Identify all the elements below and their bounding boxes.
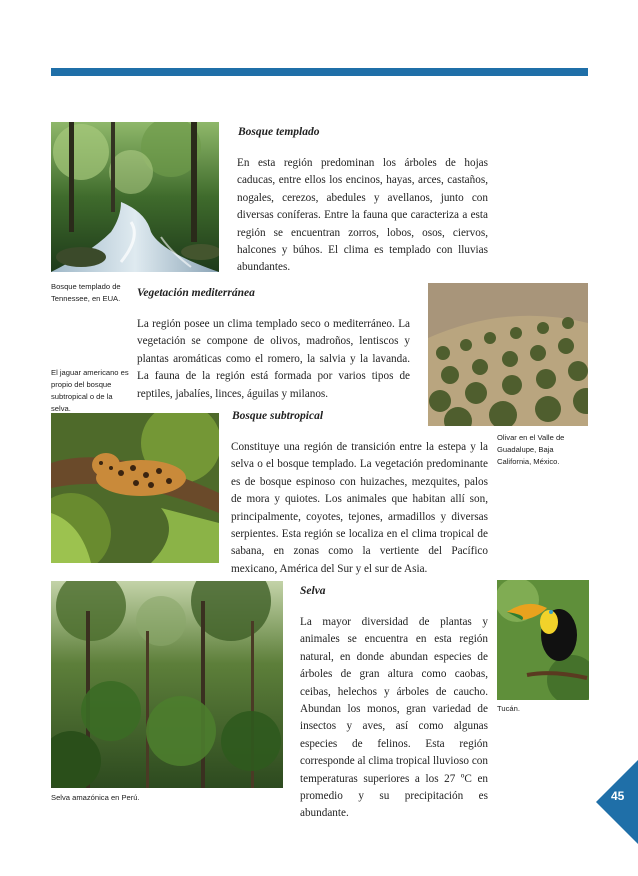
section-text-bosque-templado: En esta región predominan los árboles de hojas caducas, entre ellos los encinos, hayas, arces, castaños, nogales, cerezos, abedules y avellanos, junto con diversas coníferas. Entre la fauna que caracteriza a esta región se encuentran zorros, lobos, osos, ciervos, halcones y búhos. El clima es templado con lluvias abundantes. [237,157,488,274]
page-number-badge [578,760,638,844]
caption-tucan: Tucán. [497,704,520,713]
section-title-bosque-templado: Bosque templado [238,126,320,138]
section-title-selva: Selva [300,585,326,597]
caption-olivar: Olivar en el Valle de Guadalupe, Baja California, México. [497,433,565,466]
toucan-photo [497,580,589,700]
forest-stream-photo [51,122,219,272]
olive-grove-photo [428,283,588,426]
section-title-bosque-subtropical: Bosque subtropical [232,410,324,422]
header-rule [51,68,588,76]
caption-selva: Selva amazónica en Perú. [51,793,140,802]
page-number: 45 [611,789,625,803]
caption-jaguar: El jaguar americano es propio del bosque subtropical o de la selva. [51,368,129,413]
section-title-vegetacion-mediterranea: Vegetación mediterránea [137,287,255,299]
section-text-bosque-subtropical: Constituye una región de transición entre la estepa y la selva o el bosque templado. La vegetación predominante es de bosque espinoso con huizaches, mezquites, palos de mora y quiotes. Los animales que habitan allí son, principalmente, coyotes, tejones, armadillos y diversas serpientes. Esta región se localiza en el clima tropical de sabana, en zonas como la vertiente del Pacífico mexicano, América del Sur y el sur de Asia. [231,441,488,575]
section-text-vegetacion-mediterranea: La región posee un clima templado seco o mediterráneo. La vegetación se compone de olivos, madroños, lentiscos y plantas aromáticas como el romero, la salvia y la lavanda. La fauna de la región está formada por varios tipos de reptiles, jabalíes, linces, águilas y milanos. [137,318,410,400]
jaguar-photo [51,413,219,563]
rainforest-photo [51,581,283,788]
caption-bosque: Bosque templado de Tennessee, en EUA. [51,282,121,303]
section-text-selva: La mayor diversidad de plantas y animales se encuentra en esta región natural, en donde abundan especies de árboles de gran altura como caobas, ceibas, helechos y árboles de caucho. Abundan los monos, gran variedad de insectos y aves, así como algunas especies de felinos. Esta región corresponde al clima tropical lluvioso con temperaturas superiores a los 27 ºC en promedio y su precipitación es abundante. [300,616,488,820]
